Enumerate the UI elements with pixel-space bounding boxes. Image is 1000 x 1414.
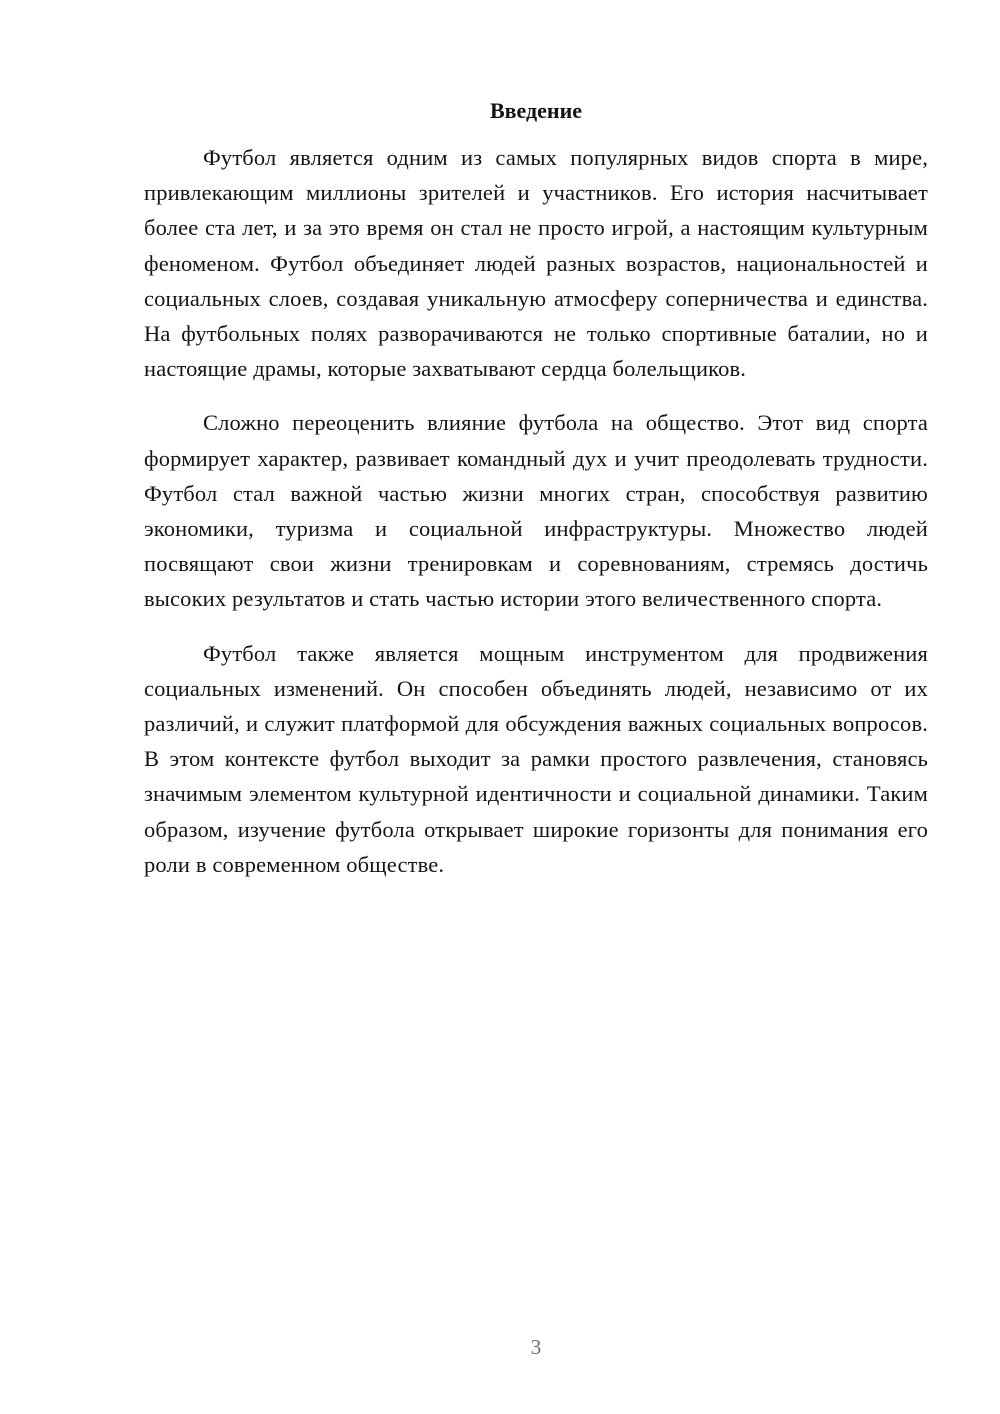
page-content xyxy=(144,96,928,901)
section-heading: Введение xyxy=(489,98,583,123)
paragraph-2: Сложно переоценить влияние футбола на общество. Этот вид спорта формирует характер, развивает командный дух и учит преодолевать трудности. Футбол стал важной частью жизни многих стран, способствуя развитию экономики, туризма и социальной инфраструктуры. Множество людей посвящают свои жизни тренировкам и соревнованиям, стремясь достичь высоких результатов и стать частью истории этого величественного спорта. xyxy=(144,410,928,612)
page-number: 3 xyxy=(530,1335,542,1359)
paragraph-3: Футбол также является мощным инструментом для продвижения социальных изменений. Он способен объединять людей, независимо от их различий, и служит платформой для обсуждения важных социальных вопросов. В этом контексте футбол выходит за рамки простого развлечения, становясь значимым элементом культурной идентичности и социальной динамики. Таким образом, изучение футбола открывает широкие горизонты для понимания его роли в современном обществе. xyxy=(144,640,928,877)
paragraph-1: Футбол является одним из самых популярных видов спорта в мире, привлекающим миллионы зрителей и участников. Его история насчитывает более ста лет, и за это время он стал не просто игрой, а настоящим культурным феноменом. Футбол объединяет людей разных возрастов, национальностей и социальных слоев, создавая уникальную атмосферу соперничества и единства. На футбольных полях разворачиваются не только спортивные баталии, но и настоящие драмы, которые захватывают сердца болельщиков. xyxy=(144,145,928,382)
